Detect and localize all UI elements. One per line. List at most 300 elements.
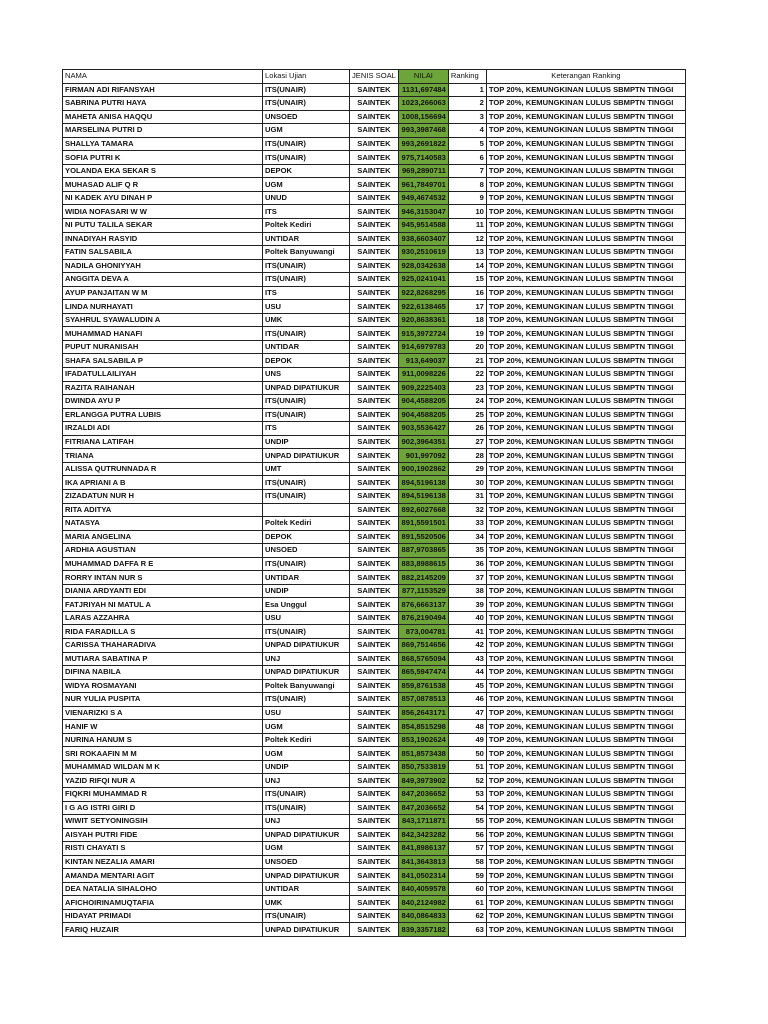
table-row [63,191,686,205]
cell-jenis-soal: SAINTEK [350,666,399,680]
cell-jenis-soal: SAINTEK [350,313,399,327]
cell-lokasi-ujian: DEPOK [263,530,350,544]
cell-nilai: 847,2036652 [398,787,448,801]
header-jenis-soal: JENIS SOAL [350,70,399,84]
cell-nama: ERLANGGA PUTRA LUBIS [63,408,263,422]
cell-keterangan: TOP 20%, KEMUNGKINAN LULUS SBMPTN TINGGI [486,205,685,219]
cell-nilai: 876,6663137 [398,598,448,612]
cell-keterangan: TOP 20%, KEMUNGKINAN LULUS SBMPTN TINGGI [486,286,685,300]
cell-lokasi-ujian: USU [263,300,350,314]
table-row [63,368,686,382]
cell-lokasi-ujian: UGM [263,178,350,192]
table-row [63,787,686,801]
cell-lokasi-ujian: UNPAD DIPATIUKUR [263,869,350,883]
cell-jenis-soal: SAINTEK [350,611,399,625]
cell-lokasi-ujian: UNS [263,368,350,382]
cell-ranking: 3 [448,110,486,124]
cell-nilai: 850,7533819 [398,760,448,774]
cell-nama: NI KADEK AYU DINAH P [63,191,263,205]
table-row [63,611,686,625]
cell-keterangan: TOP 20%, KEMUNGKINAN LULUS SBMPTN TINGGI [486,774,685,788]
cell-nilai: 840,0864833 [398,909,448,923]
table-row [63,896,686,910]
cell-ranking: 48 [448,720,486,734]
cell-ranking: 11 [448,219,486,233]
cell-nama: RAZITA RAIHANAH [63,381,263,395]
cell-nilai: 1023,266063 [398,97,448,111]
table-body [63,83,686,936]
cell-jenis-soal: SAINTEK [350,340,399,354]
cell-lokasi-ujian: ITS(UNAIR) [263,489,350,503]
cell-jenis-soal: SAINTEK [350,164,399,178]
cell-ranking: 1 [448,83,486,97]
cell-jenis-soal: SAINTEK [350,774,399,788]
cell-keterangan: TOP 20%, KEMUNGKINAN LULUS SBMPTN TINGGI [486,300,685,314]
cell-jenis-soal: SAINTEK [350,909,399,923]
cell-keterangan: TOP 20%, KEMUNGKINAN LULUS SBMPTN TINGGI [486,191,685,205]
header-nilai: NILAI [398,70,448,84]
cell-jenis-soal: SAINTEK [350,815,399,829]
cell-nilai: 904,4588205 [398,395,448,409]
cell-nilai: 869,7514656 [398,638,448,652]
table-row [63,462,686,476]
cell-keterangan: TOP 20%, KEMUNGKINAN LULUS SBMPTN TINGGI [486,909,685,923]
cell-keterangan: TOP 20%, KEMUNGKINAN LULUS SBMPTN TINGGI [486,815,685,829]
header-lokasi-ujian: Lokasi Ujian [263,70,350,84]
cell-nama: DEA NATALIA SIHALOHO [63,882,263,896]
cell-lokasi-ujian: UGM [263,124,350,138]
cell-keterangan: TOP 20%, KEMUNGKINAN LULUS SBMPTN TINGGI [486,273,685,287]
cell-ranking: 34 [448,530,486,544]
cell-lokasi-ujian: ITS [263,205,350,219]
cell-keterangan: TOP 20%, KEMUNGKINAN LULUS SBMPTN TINGGI [486,313,685,327]
cell-nama: IFADATULLAILIYAH [63,368,263,382]
cell-jenis-soal: SAINTEK [350,273,399,287]
cell-jenis-soal: SAINTEK [350,679,399,693]
cell-ranking: 39 [448,598,486,612]
cell-keterangan: TOP 20%, KEMUNGKINAN LULUS SBMPTN TINGGI [486,435,685,449]
table-row [63,219,686,233]
cell-lokasi-ujian: ITS(UNAIR) [263,787,350,801]
header-nama: NAMA [63,70,263,84]
cell-nilai: 841,0502314 [398,869,448,883]
cell-jenis-soal: SAINTEK [350,923,399,937]
cell-keterangan: TOP 20%, KEMUNGKINAN LULUS SBMPTN TINGGI [486,638,685,652]
header-keterangan-ranking: Keterangan Ranking [486,70,685,84]
cell-ranking: 2 [448,97,486,111]
cell-lokasi-ujian: UNTIDAR [263,232,350,246]
cell-jenis-soal: SAINTEK [350,449,399,463]
cell-ranking: 51 [448,760,486,774]
cell-lokasi-ujian: UNPAD DIPATIUKUR [263,923,350,937]
cell-lokasi-ujian: Poltek Kediri [263,517,350,531]
cell-jenis-soal: SAINTEK [350,422,399,436]
cell-nama: SHALLYA TAMARA [63,137,263,151]
cell-lokasi-ujian: ITS(UNAIR) [263,625,350,639]
table-row [63,300,686,314]
cell-ranking: 20 [448,340,486,354]
cell-ranking: 9 [448,191,486,205]
cell-nama: FIRMAN ADI RIFANSYAH [63,83,263,97]
cell-nilai: 922,6138465 [398,300,448,314]
cell-lokasi-ujian: USU [263,706,350,720]
cell-lokasi-ujian: ITS(UNAIR) [263,476,350,490]
table-row [63,598,686,612]
cell-nama: AYUP PANJAITAN W M [63,286,263,300]
cell-lokasi-ujian: ITS(UNAIR) [263,259,350,273]
cell-lokasi-ujian: ITS(UNAIR) [263,395,350,409]
cell-keterangan: TOP 20%, KEMUNGKINAN LULUS SBMPTN TINGGI [486,733,685,747]
cell-nilai: 945,9514588 [398,219,448,233]
cell-keterangan: TOP 20%, KEMUNGKINAN LULUS SBMPTN TINGGI [486,706,685,720]
cell-jenis-soal: SAINTEK [350,720,399,734]
cell-ranking: 26 [448,422,486,436]
cell-lokasi-ujian: UNDIP [263,584,350,598]
cell-nilai: 946,3153047 [398,205,448,219]
cell-ranking: 32 [448,503,486,517]
cell-nama: ALISSA QUTRUNNADA R [63,462,263,476]
cell-jenis-soal: SAINTEK [350,489,399,503]
cell-ranking: 36 [448,557,486,571]
cell-nama: SHAFA SALSABILA P [63,354,263,368]
table-row [63,83,686,97]
cell-nama: WIWIT SETYONINGSIH [63,815,263,829]
cell-ranking: 14 [448,259,486,273]
cell-jenis-soal: SAINTEK [350,787,399,801]
cell-nama: MUHAMMAD WILDAN M K [63,760,263,774]
cell-keterangan: TOP 20%, KEMUNGKINAN LULUS SBMPTN TINGGI [486,896,685,910]
cell-nilai: 882,2145209 [398,571,448,585]
cell-keterangan: TOP 20%, KEMUNGKINAN LULUS SBMPTN TINGGI [486,340,685,354]
cell-ranking: 47 [448,706,486,720]
cell-keterangan: TOP 20%, KEMUNGKINAN LULUS SBMPTN TINGGI [486,476,685,490]
cell-jenis-soal: SAINTEK [350,693,399,707]
cell-keterangan: TOP 20%, KEMUNGKINAN LULUS SBMPTN TINGGI [486,666,685,680]
cell-nama: SABRINA PUTRI HAYA [63,97,263,111]
table-row [63,503,686,517]
cell-keterangan: TOP 20%, KEMUNGKINAN LULUS SBMPTN TINGGI [486,110,685,124]
cell-jenis-soal: SAINTEK [350,706,399,720]
table-row [63,178,686,192]
cell-lokasi-ujian: Poltek Banyuwangi [263,679,350,693]
cell-jenis-soal: SAINTEK [350,354,399,368]
cell-jenis-soal: SAINTEK [350,828,399,842]
cell-nilai: 894,5196138 [398,489,448,503]
table-row [63,273,686,287]
cell-keterangan: TOP 20%, KEMUNGKINAN LULUS SBMPTN TINGGI [486,530,685,544]
table-row [63,137,686,151]
cell-lokasi-ujian [263,503,350,517]
cell-nama: NURINA HANUM S [63,733,263,747]
cell-keterangan: TOP 20%, KEMUNGKINAN LULUS SBMPTN TINGGI [486,517,685,531]
cell-nama: IKA APRIANI A B [63,476,263,490]
table-row [63,625,686,639]
cell-keterangan: TOP 20%, KEMUNGKINAN LULUS SBMPTN TINGGI [486,137,685,151]
cell-jenis-soal: SAINTEK [350,476,399,490]
cell-ranking: 57 [448,842,486,856]
cell-nilai: 915,3972724 [398,327,448,341]
cell-ranking: 24 [448,395,486,409]
cell-nama: FITRIANA LATIFAH [63,435,263,449]
cell-lokasi-ujian: ITS(UNAIR) [263,97,350,111]
cell-nama: TRIANA [63,449,263,463]
cell-nilai: 876,2190494 [398,611,448,625]
cell-jenis-soal: SAINTEK [350,882,399,896]
cell-ranking: 25 [448,408,486,422]
cell-nilai: 969,2890711 [398,164,448,178]
cell-lokasi-ujian: ITS [263,422,350,436]
cell-jenis-soal: SAINTEK [350,286,399,300]
cell-jenis-soal: SAINTEK [350,896,399,910]
cell-nilai: 847,2036652 [398,801,448,815]
cell-lokasi-ujian: UNPAD DIPATIUKUR [263,828,350,842]
cell-nama: HANIF W [63,720,263,734]
cell-lokasi-ujian: UNJ [263,652,350,666]
cell-nilai: 891,5520506 [398,530,448,544]
cell-nilai: 873,004781 [398,625,448,639]
cell-lokasi-ujian: UMK [263,896,350,910]
cell-keterangan: TOP 20%, KEMUNGKINAN LULUS SBMPTN TINGGI [486,828,685,842]
cell-nama: HIDAYAT PRIMADI [63,909,263,923]
table-row [63,408,686,422]
cell-lokasi-ujian: ITS(UNAIR) [263,408,350,422]
cell-lokasi-ujian: UMK [263,313,350,327]
cell-ranking: 7 [448,164,486,178]
cell-nilai: 975,7140583 [398,151,448,165]
cell-nama: AISYAH PUTRI FIDE [63,828,263,842]
table-row [63,733,686,747]
cell-nilai: 849,3973902 [398,774,448,788]
table-row [63,760,686,774]
cell-lokasi-ujian: ITS(UNAIR) [263,327,350,341]
cell-nilai: 857,0878513 [398,693,448,707]
cell-keterangan: TOP 20%, KEMUNGKINAN LULUS SBMPTN TINGGI [486,408,685,422]
cell-nama: MUHAMMAD HANAFI [63,327,263,341]
cell-keterangan: TOP 20%, KEMUNGKINAN LULUS SBMPTN TINGGI [486,327,685,341]
cell-ranking: 18 [448,313,486,327]
cell-nama: DWINDA AYU P [63,395,263,409]
cell-keterangan: TOP 20%, KEMUNGKINAN LULUS SBMPTN TINGGI [486,246,685,260]
cell-nilai: 903,5536427 [398,422,448,436]
cell-keterangan: TOP 20%, KEMUNGKINAN LULUS SBMPTN TINGGI [486,462,685,476]
cell-keterangan: TOP 20%, KEMUNGKINAN LULUS SBMPTN TINGGI [486,232,685,246]
cell-lokasi-ujian: ITS(UNAIR) [263,557,350,571]
cell-nama: WIDYA ROSMAYANI [63,679,263,693]
table-row [63,882,686,896]
cell-nama: ZIZADATUN NUR H [63,489,263,503]
cell-lokasi-ujian: UNTIDAR [263,571,350,585]
cell-keterangan: TOP 20%, KEMUNGKINAN LULUS SBMPTN TINGGI [486,882,685,896]
cell-keterangan: TOP 20%, KEMUNGKINAN LULUS SBMPTN TINGGI [486,625,685,639]
cell-nilai: 1008,156694 [398,110,448,124]
table-row [63,706,686,720]
cell-jenis-soal: SAINTEK [350,327,399,341]
cell-nama: MARSELINA PUTRI D [63,124,263,138]
cell-ranking: 37 [448,571,486,585]
cell-nilai: 911,0098226 [398,368,448,382]
cell-ranking: 49 [448,733,486,747]
cell-nilai: 993,3987468 [398,124,448,138]
cell-lokasi-ujian: ITS(UNAIR) [263,909,350,923]
table-row [63,164,686,178]
cell-jenis-soal: SAINTEK [350,395,399,409]
table-row [63,666,686,680]
cell-ranking: 38 [448,584,486,598]
cell-nilai: 841,8986137 [398,842,448,856]
cell-jenis-soal: SAINTEK [350,435,399,449]
cell-nama: FARIQ HUZAIR [63,923,263,937]
cell-nilai: 892,6027668 [398,503,448,517]
cell-ranking: 30 [448,476,486,490]
cell-nilai: 887,9703865 [398,544,448,558]
cell-ranking: 58 [448,855,486,869]
cell-nama: MUHAMMAD DAFFA R E [63,557,263,571]
table-row [63,286,686,300]
cell-ranking: 8 [448,178,486,192]
cell-ranking: 53 [448,787,486,801]
cell-keterangan: TOP 20%, KEMUNGKINAN LULUS SBMPTN TINGGI [486,489,685,503]
cell-ranking: 16 [448,286,486,300]
cell-jenis-soal: SAINTEK [350,557,399,571]
cell-keterangan: TOP 20%, KEMUNGKINAN LULUS SBMPTN TINGGI [486,544,685,558]
cell-lokasi-ujian: UNSOED [263,855,350,869]
table-row [63,544,686,558]
cell-lokasi-ujian: DEPOK [263,354,350,368]
cell-nama: DIFINA NABILA [63,666,263,680]
cell-nilai: 854,8515298 [398,720,448,734]
cell-nilai: 920,8638361 [398,313,448,327]
cell-keterangan: TOP 20%, KEMUNGKINAN LULUS SBMPTN TINGGI [486,381,685,395]
cell-ranking: 60 [448,882,486,896]
cell-nilai: 843,1711871 [398,815,448,829]
cell-jenis-soal: SAINTEK [350,517,399,531]
cell-nama: YOLANDA EKA SEKAR S [63,164,263,178]
cell-nama: NADILA GHONIYYAH [63,259,263,273]
cell-ranking: 29 [448,462,486,476]
cell-keterangan: TOP 20%, KEMUNGKINAN LULUS SBMPTN TINGGI [486,598,685,612]
cell-jenis-soal: SAINTEK [350,584,399,598]
cell-ranking: 10 [448,205,486,219]
cell-nilai: 839,3357182 [398,923,448,937]
cell-keterangan: TOP 20%, KEMUNGKINAN LULUS SBMPTN TINGGI [486,151,685,165]
cell-nilai: 894,5196138 [398,476,448,490]
cell-lokasi-ujian: ITS(UNAIR) [263,151,350,165]
cell-nama: MUTIARA SABATINA P [63,652,263,666]
cell-keterangan: TOP 20%, KEMUNGKINAN LULUS SBMPTN TINGGI [486,368,685,382]
cell-nilai: 928,0342638 [398,259,448,273]
cell-ranking: 13 [448,246,486,260]
table-row [63,476,686,490]
cell-jenis-soal: SAINTEK [350,137,399,151]
table-row [63,246,686,260]
cell-lokasi-ujian: UNPAD DIPATIUKUR [263,381,350,395]
cell-jenis-soal: SAINTEK [350,83,399,97]
cell-jenis-soal: SAINTEK [350,760,399,774]
cell-jenis-soal: SAINTEK [350,462,399,476]
cell-jenis-soal: SAINTEK [350,855,399,869]
cell-nilai: 851,8573438 [398,747,448,761]
table-row [63,720,686,734]
cell-nilai: 841,3643813 [398,855,448,869]
cell-nilai: 904,4588205 [398,408,448,422]
cell-lokasi-ujian: UNTIDAR [263,882,350,896]
table-row [63,557,686,571]
cell-keterangan: TOP 20%, KEMUNGKINAN LULUS SBMPTN TINGGI [486,679,685,693]
cell-jenis-soal: SAINTEK [350,638,399,652]
cell-nama: PUPUT NURANISAH [63,340,263,354]
cell-keterangan: TOP 20%, KEMUNGKINAN LULUS SBMPTN TINGGI [486,124,685,138]
cell-nilai: 1131,697484 [398,83,448,97]
table-row [63,489,686,503]
table-row [63,327,686,341]
cell-nama: RITA ADITYA [63,503,263,517]
cell-ranking: 43 [448,652,486,666]
cell-nilai: 902,3964351 [398,435,448,449]
cell-keterangan: TOP 20%, KEMUNGKINAN LULUS SBMPTN TINGGI [486,164,685,178]
cell-jenis-soal: SAINTEK [350,733,399,747]
cell-ranking: 27 [448,435,486,449]
cell-keterangan: TOP 20%, KEMUNGKINAN LULUS SBMPTN TINGGI [486,855,685,869]
table-row [63,747,686,761]
cell-keterangan: TOP 20%, KEMUNGKINAN LULUS SBMPTN TINGGI [486,720,685,734]
cell-nama: NI PUTU TALILA SEKAR [63,219,263,233]
cell-lokasi-ujian: UNPAD DIPATIUKUR [263,666,350,680]
cell-ranking: 40 [448,611,486,625]
cell-nama: IRZALDI ADI [63,422,263,436]
cell-lokasi-ujian: UNSOED [263,110,350,124]
cell-jenis-soal: SAINTEK [350,368,399,382]
cell-nama: FATIN SALSABILA [63,246,263,260]
table-row [63,828,686,842]
cell-ranking: 50 [448,747,486,761]
cell-lokasi-ujian: USU [263,611,350,625]
table-row [63,354,686,368]
cell-jenis-soal: SAINTEK [350,544,399,558]
cell-ranking: 61 [448,896,486,910]
table-row [63,449,686,463]
cell-nama: AMANDA MENTARI AGIT [63,869,263,883]
cell-nilai: 856,2643171 [398,706,448,720]
cell-nilai: 901,997092 [398,449,448,463]
cell-nilai: 900,1902862 [398,462,448,476]
cell-lokasi-ujian: UMT [263,462,350,476]
cell-ranking: 31 [448,489,486,503]
table-row [63,435,686,449]
cell-nama: SYAHRUL SYAWALUDIN A [63,313,263,327]
cell-nilai: 877,1153529 [398,584,448,598]
cell-keterangan: TOP 20%, KEMUNGKINAN LULUS SBMPTN TINGGI [486,652,685,666]
cell-nama: RISTI CHAYATI S [63,842,263,856]
cell-nama: RIDA FARADILLA S [63,625,263,639]
table-row [63,110,686,124]
table-row [63,422,686,436]
cell-lokasi-ujian: Esa Unggul [263,598,350,612]
cell-lokasi-ujian: Poltek Kediri [263,733,350,747]
cell-jenis-soal: SAINTEK [350,219,399,233]
cell-lokasi-ujian: UNUD [263,191,350,205]
cell-jenis-soal: SAINTEK [350,259,399,273]
cell-nama: DIANIA ARDYANTI EDI [63,584,263,598]
cell-keterangan: TOP 20%, KEMUNGKINAN LULUS SBMPTN TINGGI [486,219,685,233]
cell-nilai: 842,3423282 [398,828,448,842]
cell-lokasi-ujian: ITS [263,286,350,300]
cell-ranking: 21 [448,354,486,368]
cell-ranking: 45 [448,679,486,693]
cell-jenis-soal: SAINTEK [350,571,399,585]
cell-ranking: 12 [448,232,486,246]
cell-nama: RORRY INTAN NUR S [63,571,263,585]
cell-jenis-soal: SAINTEK [350,869,399,883]
